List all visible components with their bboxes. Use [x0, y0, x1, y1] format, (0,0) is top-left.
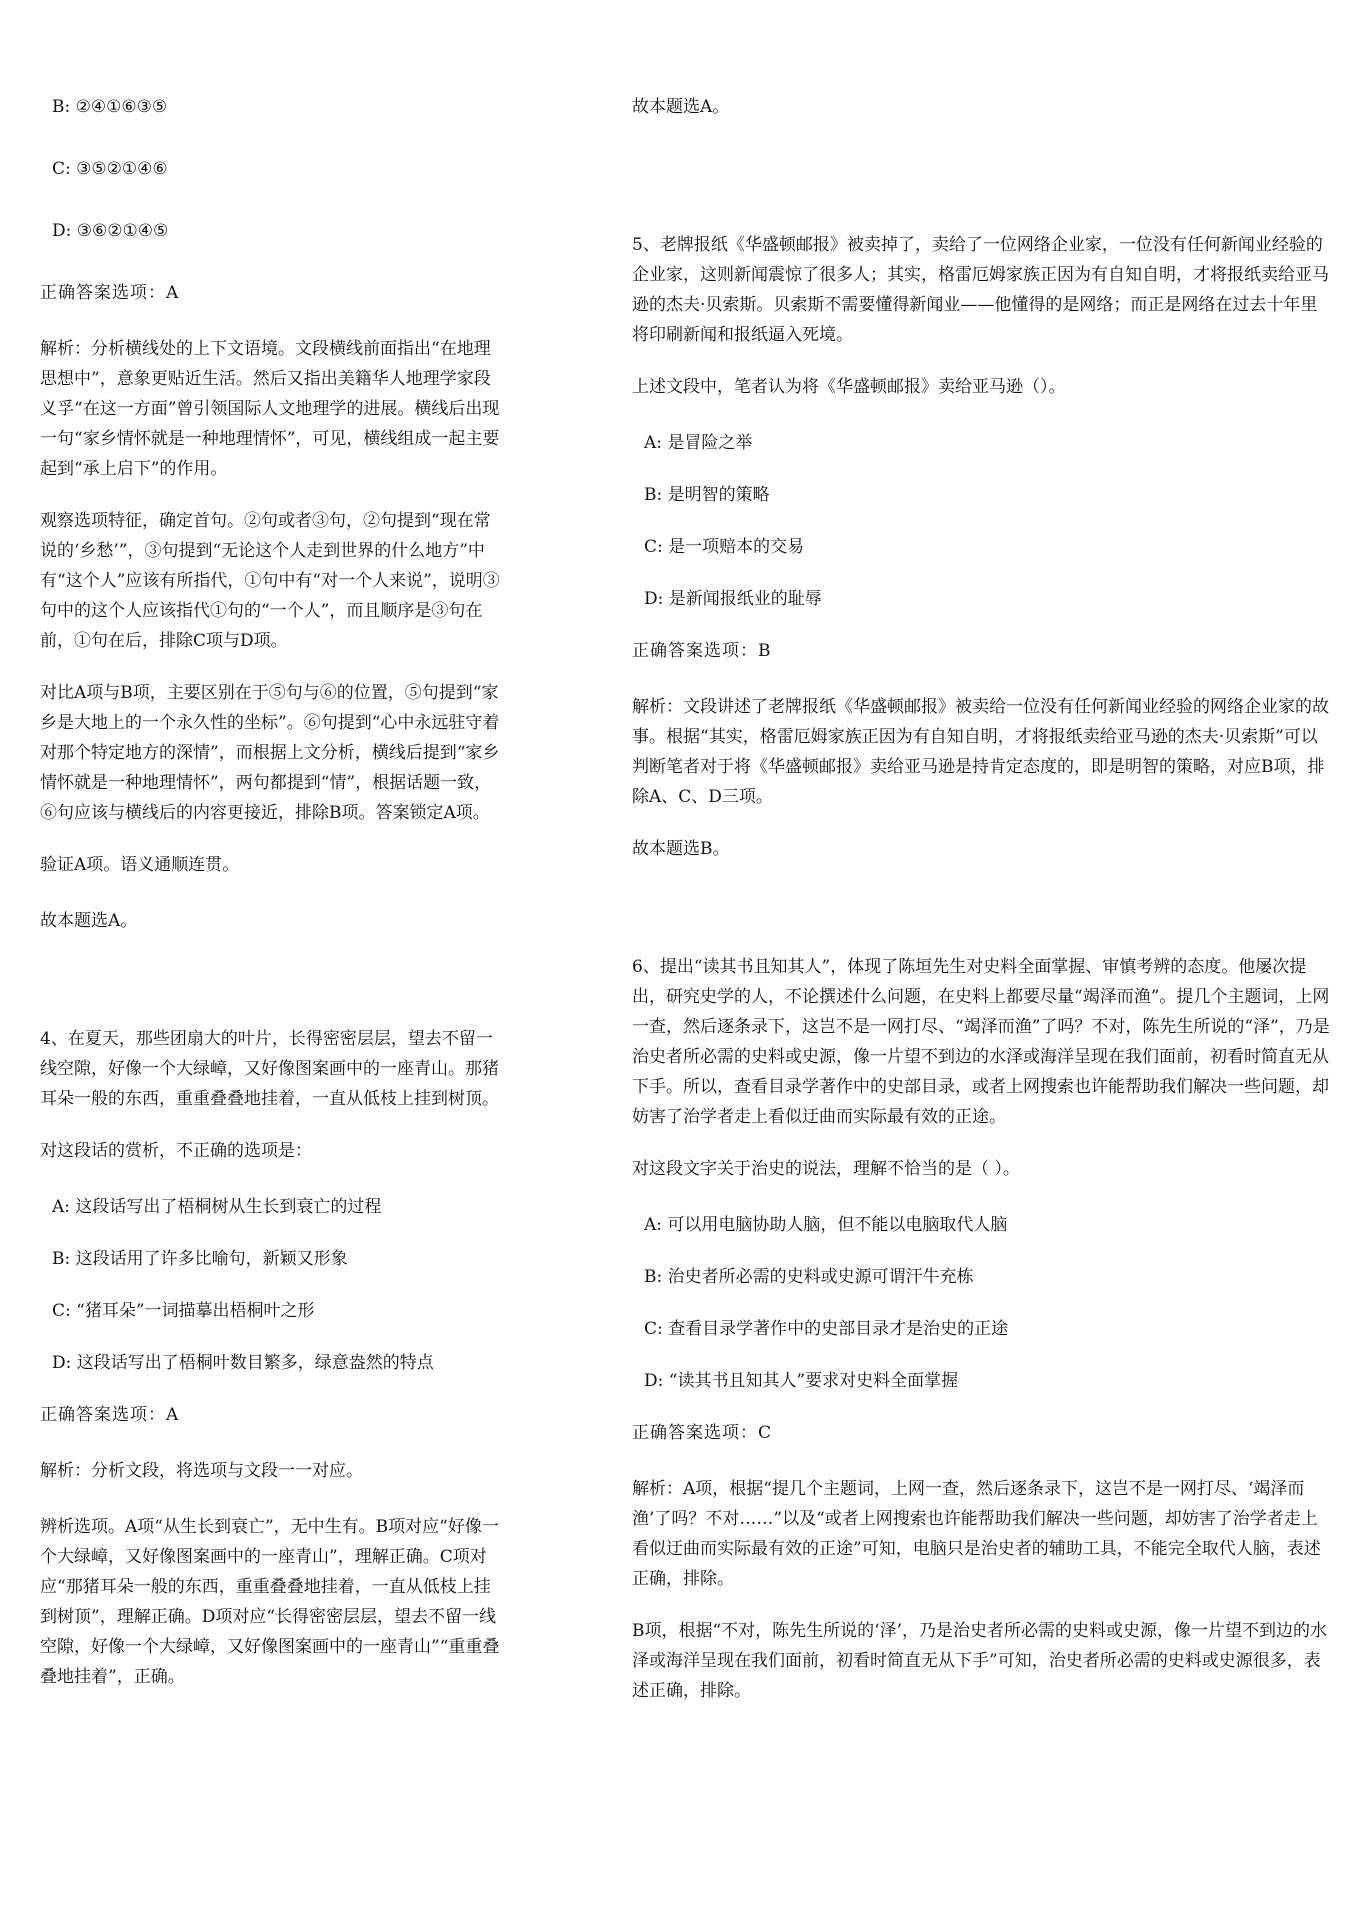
q3-verify: 验证A项。语义通顺连贯。 — [40, 855, 240, 875]
q3-analysis-1: 解析：分析横线处的上下文语境。文段横线前面指出“在地理思想中”，意象更贴近生活。然后又指出美籍华人地理学家段义孚“在这一方面”曾引领国际人文地理学的进展。横线后出现一句“家乡情怀就是一种地理情怀”，可见，横线组成一起主要起到“承上启下”的作用。 — [40, 339, 500, 479]
q3-option-d: D: ③⑥②①④⑤ — [52, 221, 169, 241]
q6-answer: 正确答案选项：C — [632, 1423, 773, 1443]
q3-analysis-3: 对比A项与B项，主要区别在于⑤句与⑥的位置，⑤句提到“家乡是大地上的一个永久性的坐标”。⑥句提到“心中永远驻守着对那个特定地方的深情”，而根据上文分析，横线后提到“家乡情怀就是一种地理情怀”，两句都提到“情”，根据话题一致，⑥句应该与横线后的内容更接近，排除B项。答案锁定A项。 — [40, 683, 500, 823]
q4-conclusion-top: 故本题选A。 — [632, 97, 730, 117]
q4-option-d: D: 这段话写出了梧桐叶数目繁多，绿意盎然的特点 — [52, 1353, 434, 1373]
q5-question: 上述文段中，笔者认为将《华盛顿邮报》卖给亚马逊（）。 — [632, 377, 1066, 397]
q6-analysis-1: 解析：A项，根据“提几个主题词，上网一查，然后逐条录下，这岂不是一网打尽、‘竭泽而渔’了吗？不对……”以及“或者上网搜索也许能帮助我们解决一些问题，却妨害了治学者走上看似迂曲而实际最有效的正途”可知，电脑只是治史者的辅助工具，不能完全取代人脑，表述正确，排除。 — [632, 1479, 1321, 1589]
left-column — [40, 92, 502, 1692]
q6-option-b: B: 治史者所必需的史料或史源可谓汗牛充栋 — [644, 1267, 974, 1287]
q4-analysis-1: 解析：分析文段，将选项与文段一一对应。 — [40, 1461, 363, 1481]
q5-option-b: B: 是明智的策略 — [644, 485, 770, 505]
q3-analysis-2: 观察选项特征，确定首句。②句或者③句，②句提到“现在常说的‘乡愁’”，③句提到“无论这个人走到世界的什么地方”中有“这个人”应该有所指代，①句中有“对一个人来说”，说明③句中的这个人应该指代①句的“一个人”，而且顺序是③句在前，①句在后，排除C项与D项。 — [40, 511, 500, 651]
q5-option-a: A: 是冒险之举 — [644, 433, 753, 453]
q4-option-a: A: 这段话写出了梧桐树从生长到衰亡的过程 — [52, 1197, 382, 1217]
q6-option-c: C: 查看目录学著作中的史部目录才是治史的正途 — [644, 1319, 1009, 1339]
q6-stem: 6、提出“读其书且知其人”，体现了陈垣先生对史料全面掌握、审慎考辨的态度。他屡次提出，研究史学的人，不论撰述什么问题，在史料上都要尽量“竭泽而渔”。提几个主题词，上网一查，然后逐条录下，这岂不是一网打尽、“竭泽而渔”了吗？不对，陈先生所说的“泽”，乃是治史者所必需的史料或史源，像一片望不到边的水泽或海洋呈现在我们面前，初看时简直无从下手。所以，查看目录学著作中的史部目录，或者上网搜索也许能帮助我们解决一些问题，却妨害了治学者走上看似迂曲而实际最有效的正途。 — [632, 957, 1330, 1127]
q6-option-a: A: 可以用电脑协助人脑，但不能以电脑取代人脑 — [644, 1215, 1008, 1235]
q5-option-d: D: 是新闻报纸业的耻辱 — [644, 589, 822, 609]
q5-answer: 正确答案选项：B — [632, 641, 772, 661]
q4-answer: 正确答案选项：A — [40, 1405, 180, 1425]
q4-stem: 4、在夏天，那些团扇大的叶片，长得密密层层，望去不留一线空隙，好像一个大绿嶂，又好像图案画中的一座青山。那猪耳朵一般的东西，重重叠叠地挂着，一直从低枝上挂到树顶。 — [40, 1029, 499, 1109]
q3-answer: 正确答案选项：A — [40, 283, 180, 303]
q5-option-c: C: 是一项赔本的交易 — [644, 537, 805, 557]
q4-question: 对这段话的赏析，不正确的选项是： — [40, 1141, 312, 1161]
q3-option-b: B: ②④①⑥③⑤ — [52, 97, 168, 117]
q5-conclusion: 故本题选B。 — [632, 839, 730, 859]
q3-conclusion: 故本题选A。 — [40, 911, 138, 931]
q3-option-c: C: ③⑤②①④⑥ — [52, 159, 168, 179]
q5-analysis: 解析：文段讲述了老牌报纸《华盛顿邮报》被卖给一位没有任何新闻业经验的网络企业家的故事。根据“其实，格雷厄姆家族正因为有自知自明，才将报纸卖给亚马逊的杰夫·贝索斯”可以判断笔者对于将《华盛顿邮报》卖给亚马逊是持肯定态度的，即是明智的策略，对应B项，排除A、C、D三项。 — [632, 697, 1329, 807]
q6-option-d: D: “读其书且知其人”要求对史料全面掌握 — [644, 1371, 959, 1391]
q4-option-b: B: 这段话用了许多比喻句，新颖又形象 — [52, 1249, 348, 1269]
q4-analysis-2: 辨析选项。A项“从生长到衰亡”，无中生有。B项对应“好像一个大绿嶂，又好像图案画中的一座青山”，理解正确。C项对应“那猪耳朵一般的东西，重重叠叠地挂着，一直从低枝上挂到树顶”，理解正确。D项对应“长得密密层层，望去不留一线空隙，好像一个大绿嶂，又好像图案画中的一座青山”“重重叠叠地挂着”，正确。 — [40, 1517, 500, 1687]
q5-stem: 5、老牌报纸《华盛顿邮报》被卖掉了，卖给了一位网络企业家，一位没有任何新闻业经验的企业家，这则新闻震惊了很多人；其实，格雷厄姆家族正因为有自知自明，才将报纸卖给亚马逊的杰夫·贝索斯。贝索斯不需要懂得新闻业——他懂得的是网络；而正是网络在过去十年里将印刷新闻和报纸逼入死境。 — [632, 235, 1329, 345]
q6-analysis-2: B项，根据“不对，陈先生所说的‘泽’，乃是治史者所必需的史料或史源，像一片望不到边的水泽或海洋呈现在我们面前，初看时简直无从下手”可知，治史者所必需的史料或史源很多，表述正确，排除。 — [632, 1621, 1327, 1701]
q4-option-c: C: “猪耳朵”一词描摹出梧桐叶之形 — [52, 1301, 315, 1321]
q6-question: 对这段文字关于治史的说法，理解不恰当的是（ ）。 — [632, 1159, 1020, 1179]
right-column — [632, 92, 1332, 1706]
